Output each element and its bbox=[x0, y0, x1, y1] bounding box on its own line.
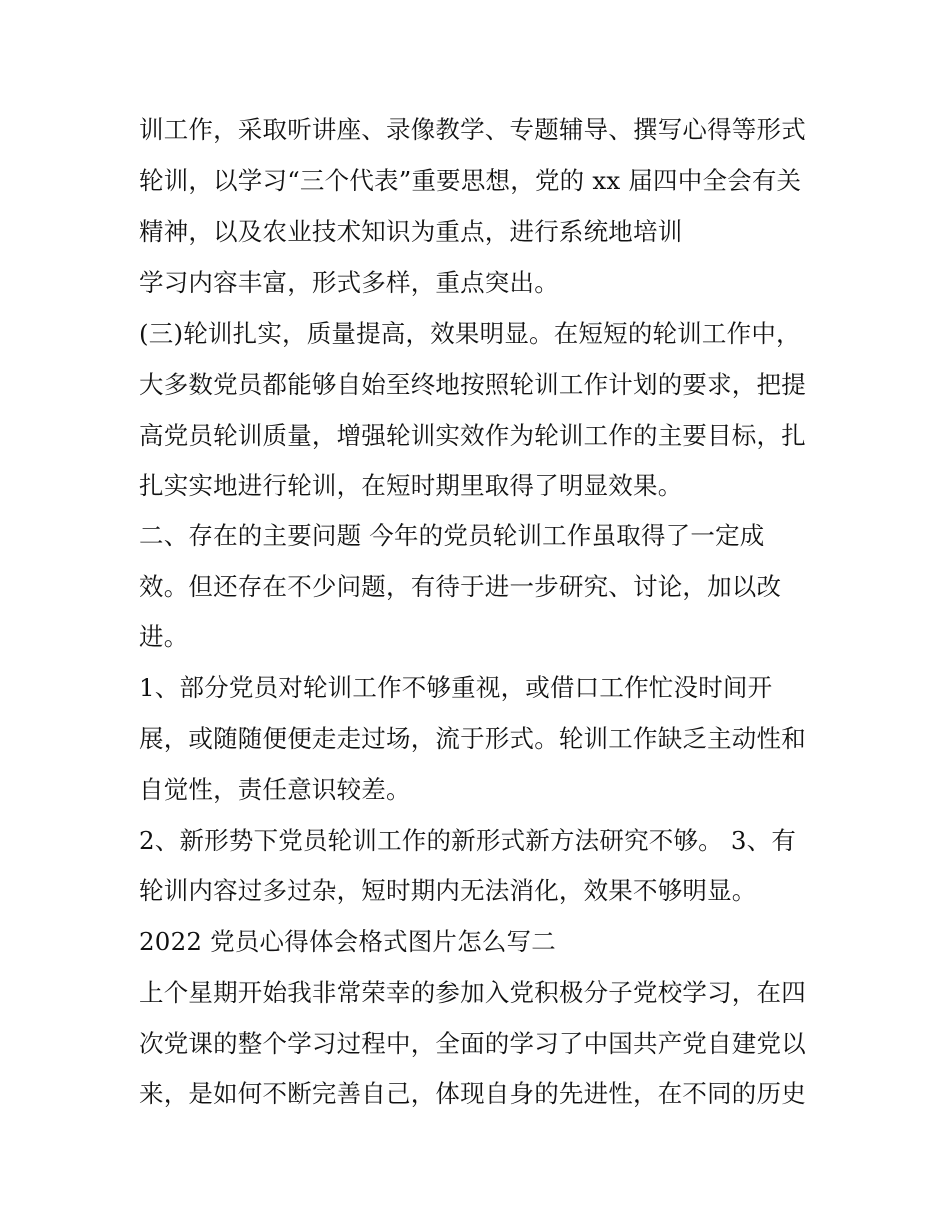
text-line: 学习内容丰富，形式多样，重点突出。 bbox=[139, 268, 559, 297]
text-line: 大多数党员都能够自始至终地按照轮训工作计划的要求，把提 bbox=[139, 370, 806, 399]
text-line: 展，或随随便便走走过场，流于形式。轮训工作缺乏主动性和 bbox=[139, 724, 806, 753]
text-line: 扎实实地进行轮训，在短时期里取得了明显效果。 bbox=[139, 471, 683, 500]
list-item: 1、部分党员对轮训工作不够重视，或借口工作忙没时间开 bbox=[139, 673, 773, 702]
text-line: 精神，以及农业技术知识为重点，进行系统地培训 bbox=[139, 217, 683, 246]
text-line: 自觉性，责任意识较差。 bbox=[139, 775, 411, 804]
text-line: 次党课的整个学习过程中，全面的学习了中国共产党自建党以 bbox=[139, 1029, 806, 1058]
text-line: 效。但还存在不少问题，有待于进一步研究、讨论，加以改 bbox=[139, 572, 782, 601]
text-line: 轮训内容过多过杂，短时期内无法消化，效果不够明显。 bbox=[139, 876, 757, 905]
document-title: 2022 党员心得体会格式图片怎么写二 bbox=[139, 927, 556, 956]
text-line: 进。 bbox=[139, 622, 189, 651]
section-heading: 二、存在的主要问题 今年的党员轮训工作虽取得了一定成 bbox=[139, 521, 765, 550]
list-item: 2、新形势下党员轮训工作的新形式新方法研究不够。 3、有 bbox=[139, 826, 797, 855]
text-line: 训工作，采取听讲座、录像教学、专题辅导、撰写心得等形式 bbox=[139, 115, 806, 144]
text-line: (三)轮训扎实，质量提高，效果明显。在短短的轮训工作中， bbox=[139, 319, 801, 348]
text-line: 轮训，以学习“三个代表”重要思想，党的 xx 届四中全会有关 bbox=[139, 166, 802, 195]
text-line: 上个星期开始我非常荣幸的参加入党积极分子党校学习，在四 bbox=[139, 978, 806, 1007]
text-line: 高党员轮训质量，增强轮训实效作为轮训工作的主要目标，扎 bbox=[139, 421, 806, 450]
text-line: 来，是如何不断完善自己，体现自身的先进性，在不同的历史 bbox=[139, 1079, 806, 1108]
